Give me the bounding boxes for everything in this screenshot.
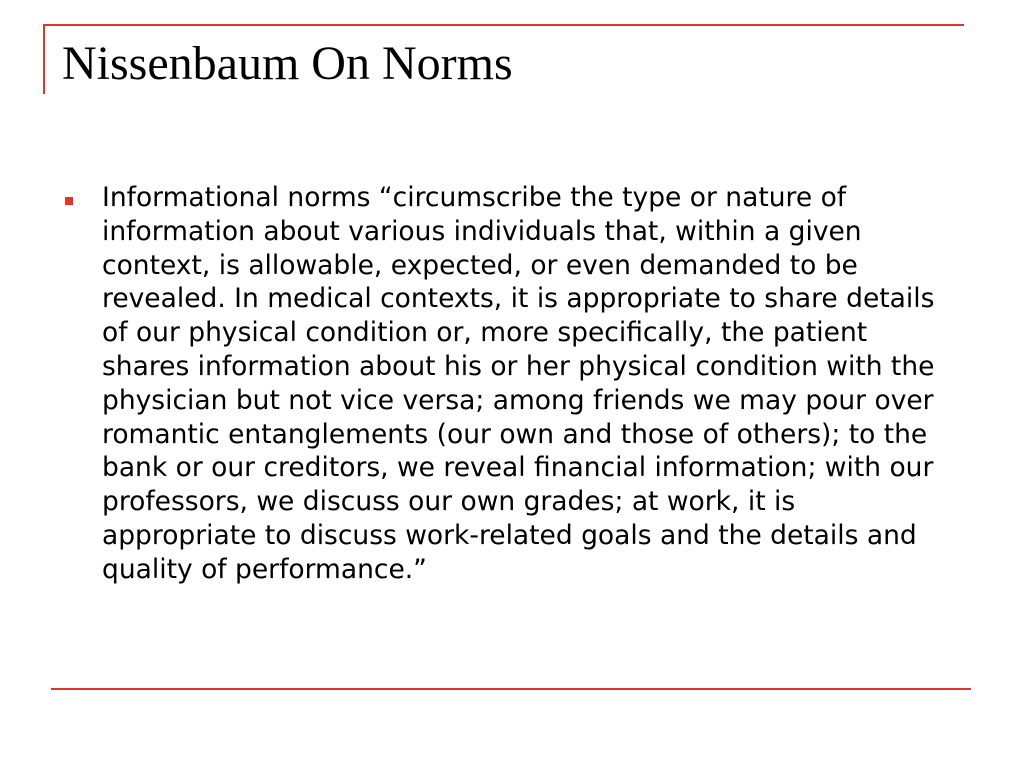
left-accent-rule	[43, 24, 45, 94]
square-bullet-icon	[65, 197, 73, 205]
bottom-accent-rule	[51, 688, 971, 690]
bullet-text: Informational norms “circumscribe the type or nature of information about various individuals that, within a given context, is allowable, expected, or even demanded to be revealed. In medical contexts, it is appropriate to share details of our physical condition or, more specifically, the patient shares information about his or her physical condition with the physician but not vice versa; among friends we may pour over romantic entanglements (our own and those of others); to the bank or our creditors, we reveal financial information; with our professors, we discuss our own grades; at work, it is appropriate to discuss work-related goals and the details and quality of performance.”	[102, 182, 935, 585]
bullet-list	[62, 181, 952, 587]
top-accent-rule	[43, 24, 964, 26]
bullet-item	[62, 181, 952, 587]
slide-title: Nissenbaum On Norms	[62, 37, 513, 90]
